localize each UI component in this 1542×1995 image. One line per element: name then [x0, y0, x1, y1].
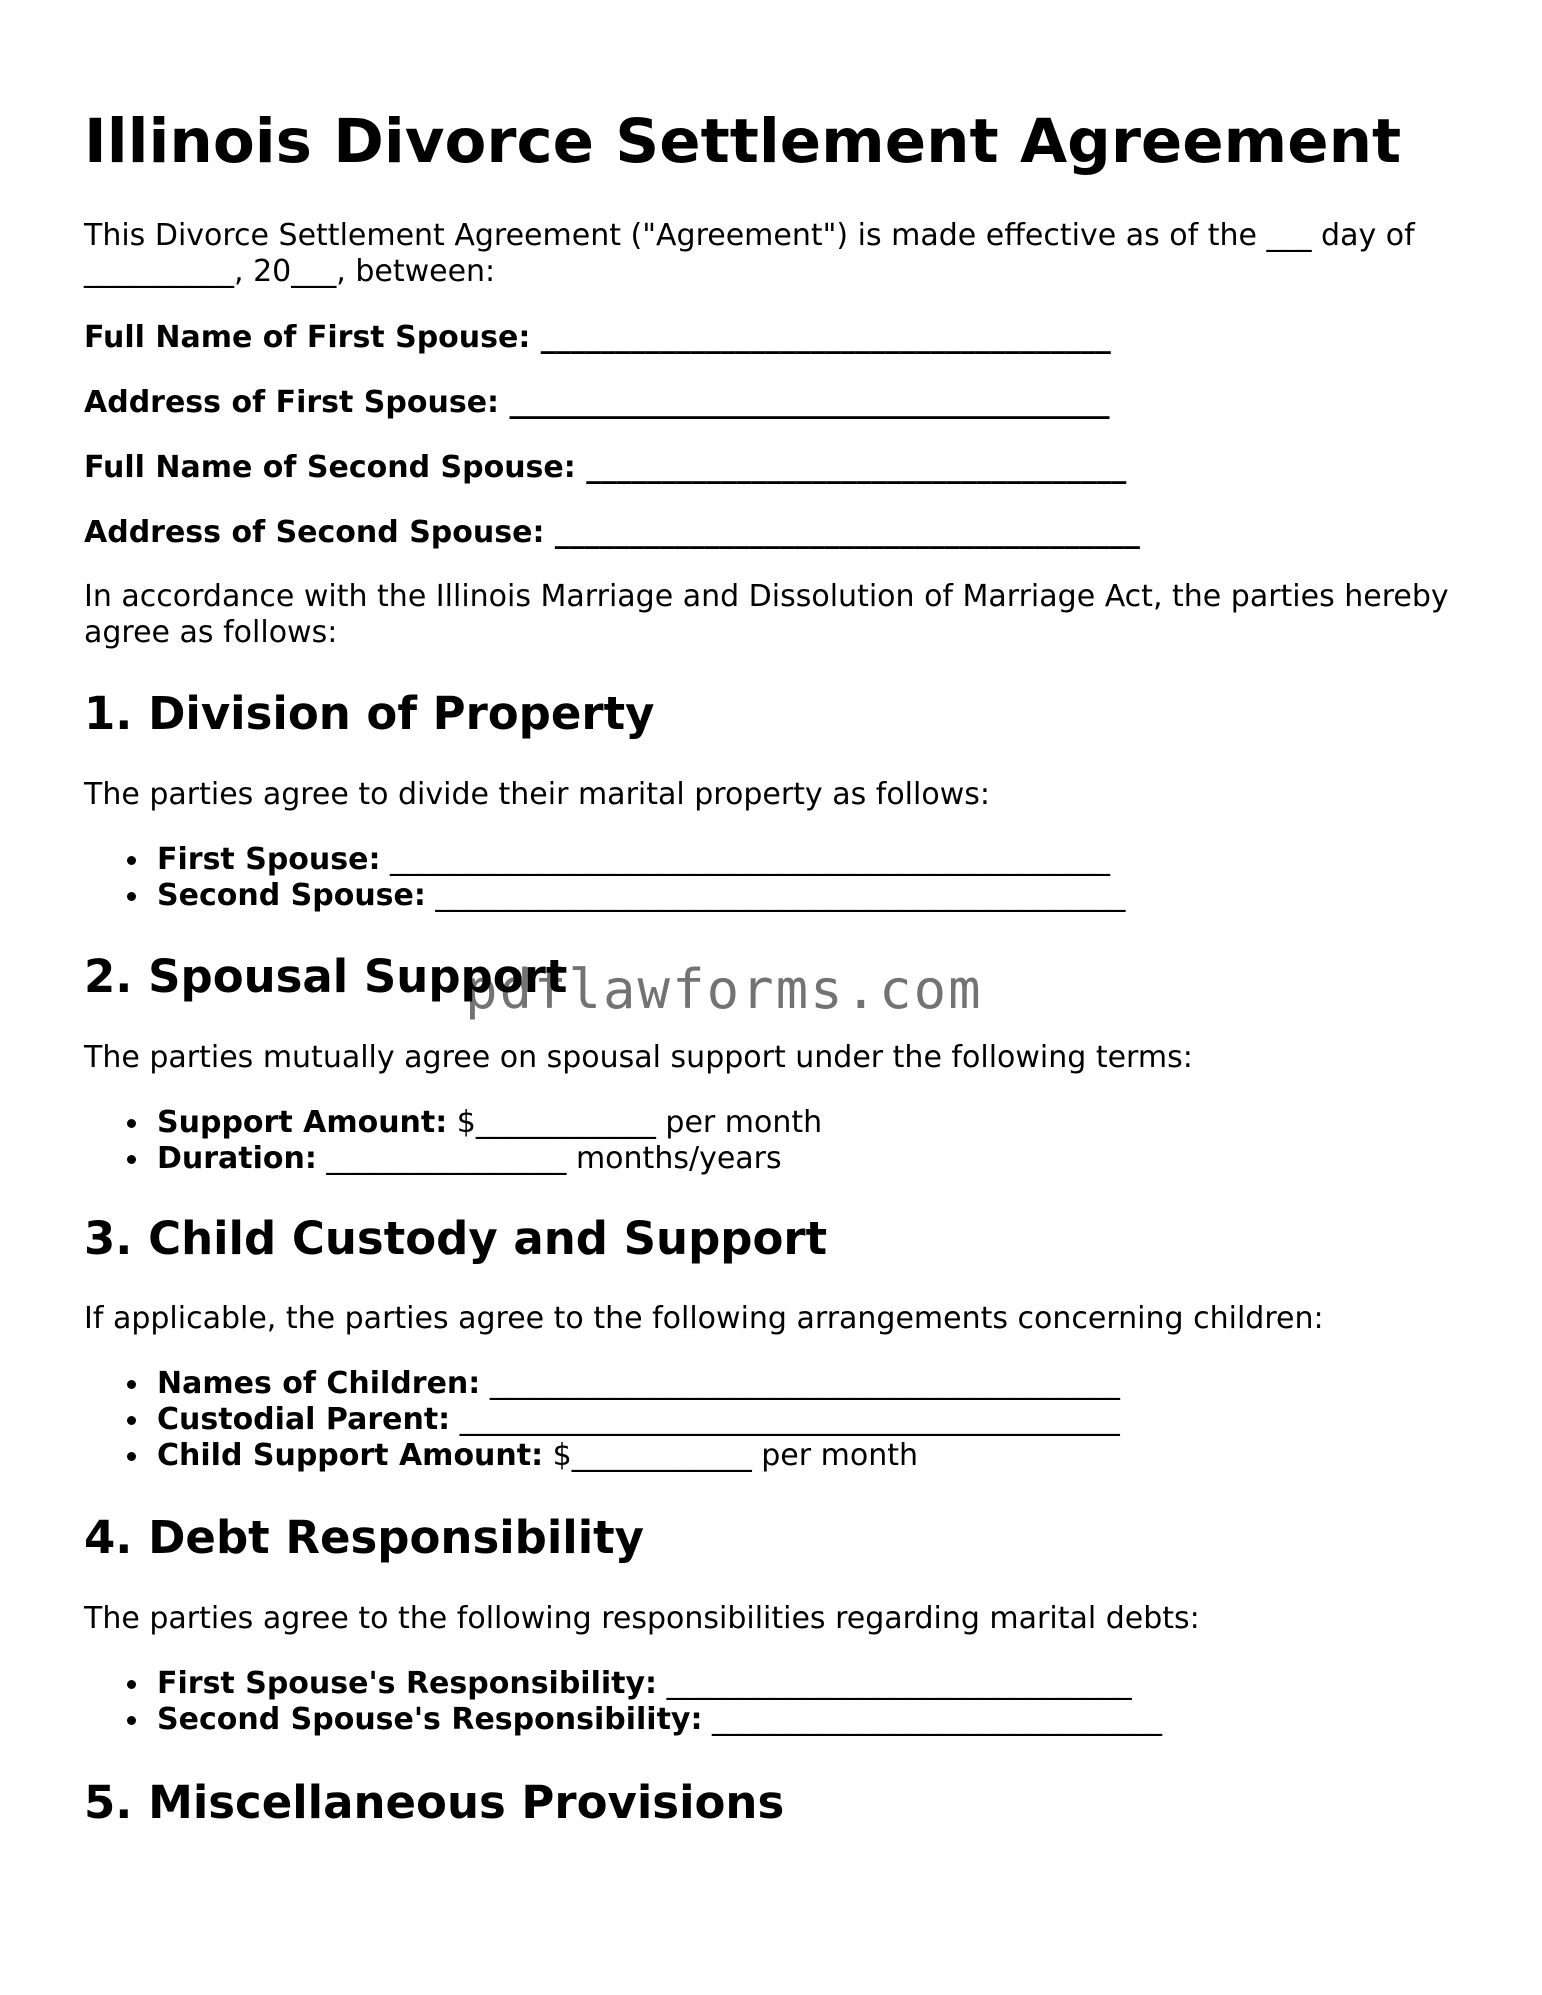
item-label: Names of Children:: [157, 1366, 481, 1401]
item-value[interactable]: $____________ per month: [543, 1438, 919, 1473]
watermark: pdflawforms.com: [465, 958, 983, 1021]
intro-paragraph: This Divorce Settlement Agreement ("Agreement") is made effective as of the ___ day of __________, 20___, between:: [84, 218, 1415, 289]
item-value[interactable]: _______________________________: [657, 1666, 1132, 1701]
list-item[interactable]: [84, 1438, 1120, 1474]
item-label: Support Amount:: [157, 1105, 448, 1140]
list-item[interactable]: [84, 1666, 1162, 1702]
section-heading-property: 1. Division of Property: [84, 687, 655, 740]
section-heading-debt: 4. Debt Responsibility: [84, 1511, 644, 1564]
second-spouse-name-field[interactable]: [84, 450, 1126, 486]
field-label: Address of First Spouse:: [84, 385, 500, 420]
item-value[interactable]: ____________________________________________: [450, 1402, 1120, 1437]
item-label: First Spouse's Responsibility:: [157, 1666, 658, 1701]
item-label: Second Spouse's Responsibility:: [157, 1702, 703, 1737]
item-label: Second Spouse:: [157, 878, 426, 913]
section-heading-spousal-support: 2. Spousal Support: [84, 950, 568, 1003]
field-blank[interactable]: ____________________________________: [586, 450, 1127, 485]
list-item[interactable]: [84, 878, 1125, 914]
item-label: Child Support Amount:: [157, 1438, 544, 1473]
list-item[interactable]: [84, 1366, 1120, 1402]
item-value[interactable]: ________________ months/years: [316, 1141, 782, 1176]
debt-list: [84, 1666, 1162, 1738]
section-text-spousal-support: The parties mutually agree on spousal support under the following terms:: [84, 1040, 1193, 1075]
field-label: Address of Second Spouse:: [84, 515, 545, 550]
item-value[interactable]: __________________________________________: [480, 1366, 1120, 1401]
section-text-child-custody: If applicable, the parties agree to the following arrangements concerning children:: [84, 1301, 1324, 1336]
document-title: Illinois Divorce Settlement Agreement: [84, 106, 1402, 177]
item-value[interactable]: ______________________________: [702, 1702, 1163, 1737]
item-label: Custodial Parent:: [157, 1402, 451, 1437]
spousal-support-list: [84, 1105, 822, 1177]
list-item[interactable]: [84, 1141, 822, 1177]
item-value[interactable]: ______________________________________________: [425, 878, 1126, 913]
property-list: [84, 842, 1125, 914]
item-label: First Spouse:: [157, 842, 381, 877]
field-blank[interactable]: ______________________________________: [540, 320, 1111, 355]
field-label: Full Name of First Spouse:: [84, 320, 531, 355]
field-label: Full Name of Second Spouse:: [84, 450, 576, 485]
list-item[interactable]: [84, 842, 1125, 878]
list-item[interactable]: [84, 1105, 822, 1141]
section-heading-child-custody: 3. Child Custody and Support: [84, 1212, 828, 1265]
section-text-property: The parties agree to divide their marital property as follows:: [84, 777, 990, 812]
first-spouse-address-field[interactable]: [84, 385, 1110, 421]
field-blank[interactable]: ________________________________________: [509, 385, 1110, 420]
item-value[interactable]: $____________ per month: [447, 1105, 823, 1140]
second-spouse-address-field[interactable]: [84, 515, 1140, 551]
section-heading-miscellaneous: 5. Miscellaneous Provisions: [84, 1776, 785, 1829]
list-item[interactable]: [84, 1402, 1120, 1438]
item-value[interactable]: ________________________________________________: [380, 842, 1111, 877]
first-spouse-name-field[interactable]: [84, 320, 1111, 356]
section-text-debt: The parties agree to the following responsibilities regarding marital debts:: [84, 1601, 1200, 1636]
item-label: Duration:: [157, 1141, 317, 1176]
child-custody-list: [84, 1366, 1120, 1474]
list-item[interactable]: [84, 1702, 1162, 1738]
field-blank[interactable]: _______________________________________: [554, 515, 1140, 550]
accordance-paragraph: In accordance with the Illinois Marriage and Dissolution of Marriage Act, the parties hereby agree as follows:: [84, 579, 1449, 650]
